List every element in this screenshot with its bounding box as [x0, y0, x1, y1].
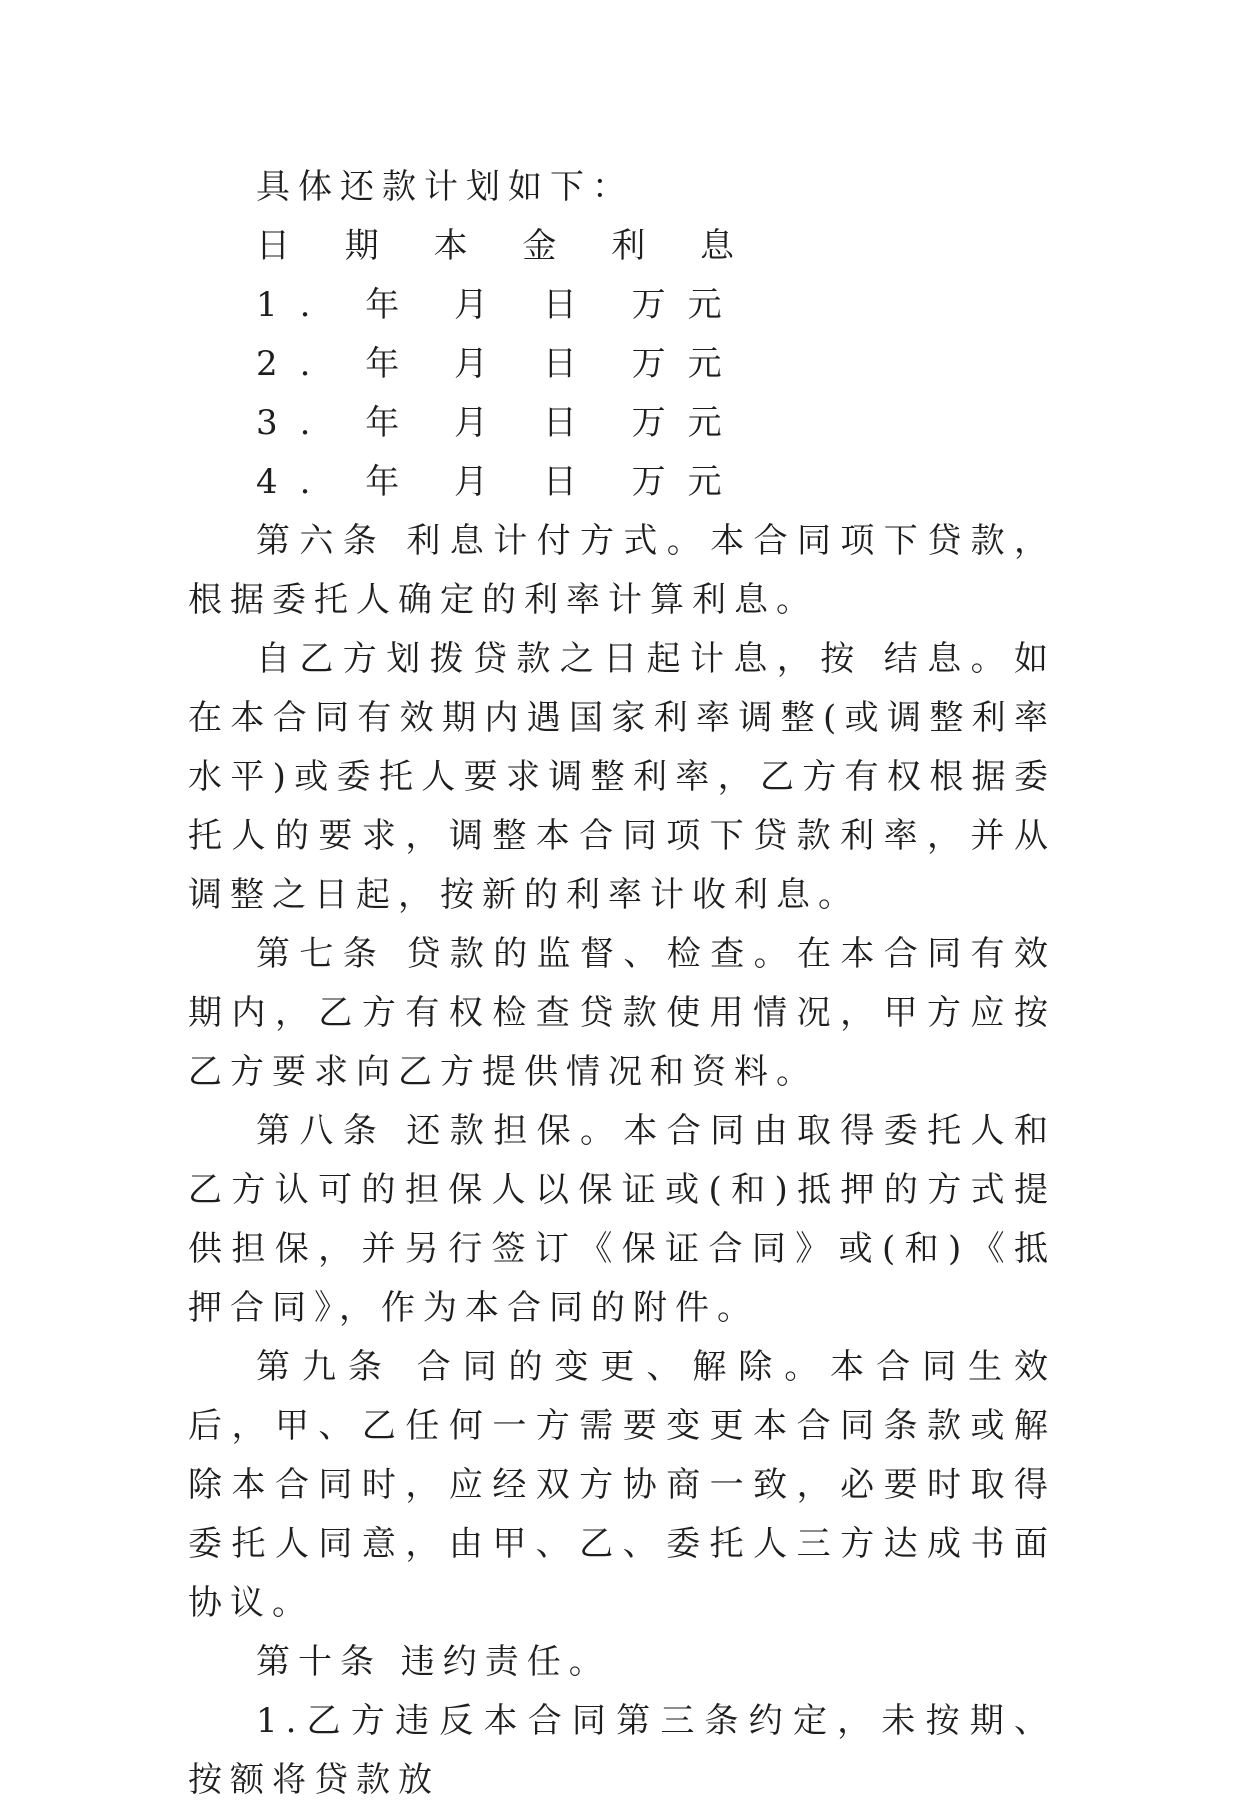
liability-item-1: 1.乙方违反本合同第三条约定，未按期、按额将贷款放	[188, 1701, 1056, 1800]
schedule-row: 4. 年 月 日 万元	[256, 462, 744, 502]
article-9-amendment: 第九条 合同的变更、解除。本合同生效后，甲、乙任何一方需要变更本合同条款或解除本合同时，应经双方协商一致，必要时取得委托人同意，由甲、乙、委托人三方达成书面协议。	[188, 1347, 1056, 1623]
article-6-interest-payment: 第六条 利息计付方式。本合同项下贷款，根据委托人确定的利率计算利息。	[188, 521, 1056, 620]
repayment-plan-intro: 具体还款计划如下：	[256, 167, 634, 207]
schedule-row: 3. 年 月 日 万元	[256, 403, 744, 443]
schedule-row: 1. 年 月 日 万元	[256, 285, 744, 325]
article-10-liability: 第十条 违约责任。	[256, 1642, 611, 1682]
article-7-supervision: 第七条 贷款的监督、检查。在本合同有效期内，乙方有权检查贷款使用情况，甲方应按乙方要求向乙方提供情况和资料。	[188, 934, 1056, 1092]
article-8-guarantee: 第八条 还款担保。本合同由取得委托人和乙方认可的担保人以保证或(和)抵押的方式提供担保，并另行签订《保证合同》或(和)《抵押合同》，作为本合同的附件。	[188, 1111, 1056, 1328]
document-body	[188, 158, 1056, 1810]
schedule-row: 2. 年 月 日 万元	[256, 344, 744, 384]
schedule-header: 日 期 本 金 利 息	[256, 226, 757, 266]
interest-calculation-paragraph: 自乙方划拨贷款之日起计息，按 结息。如在本合同有效期内遇国家利率调整(或调整利率水平)或委托人要求调整利率，乙方有权根据委托人的要求，调整本合同项下贷款利率，并从调整之日起，按新的利率计收利息。	[188, 639, 1056, 915]
